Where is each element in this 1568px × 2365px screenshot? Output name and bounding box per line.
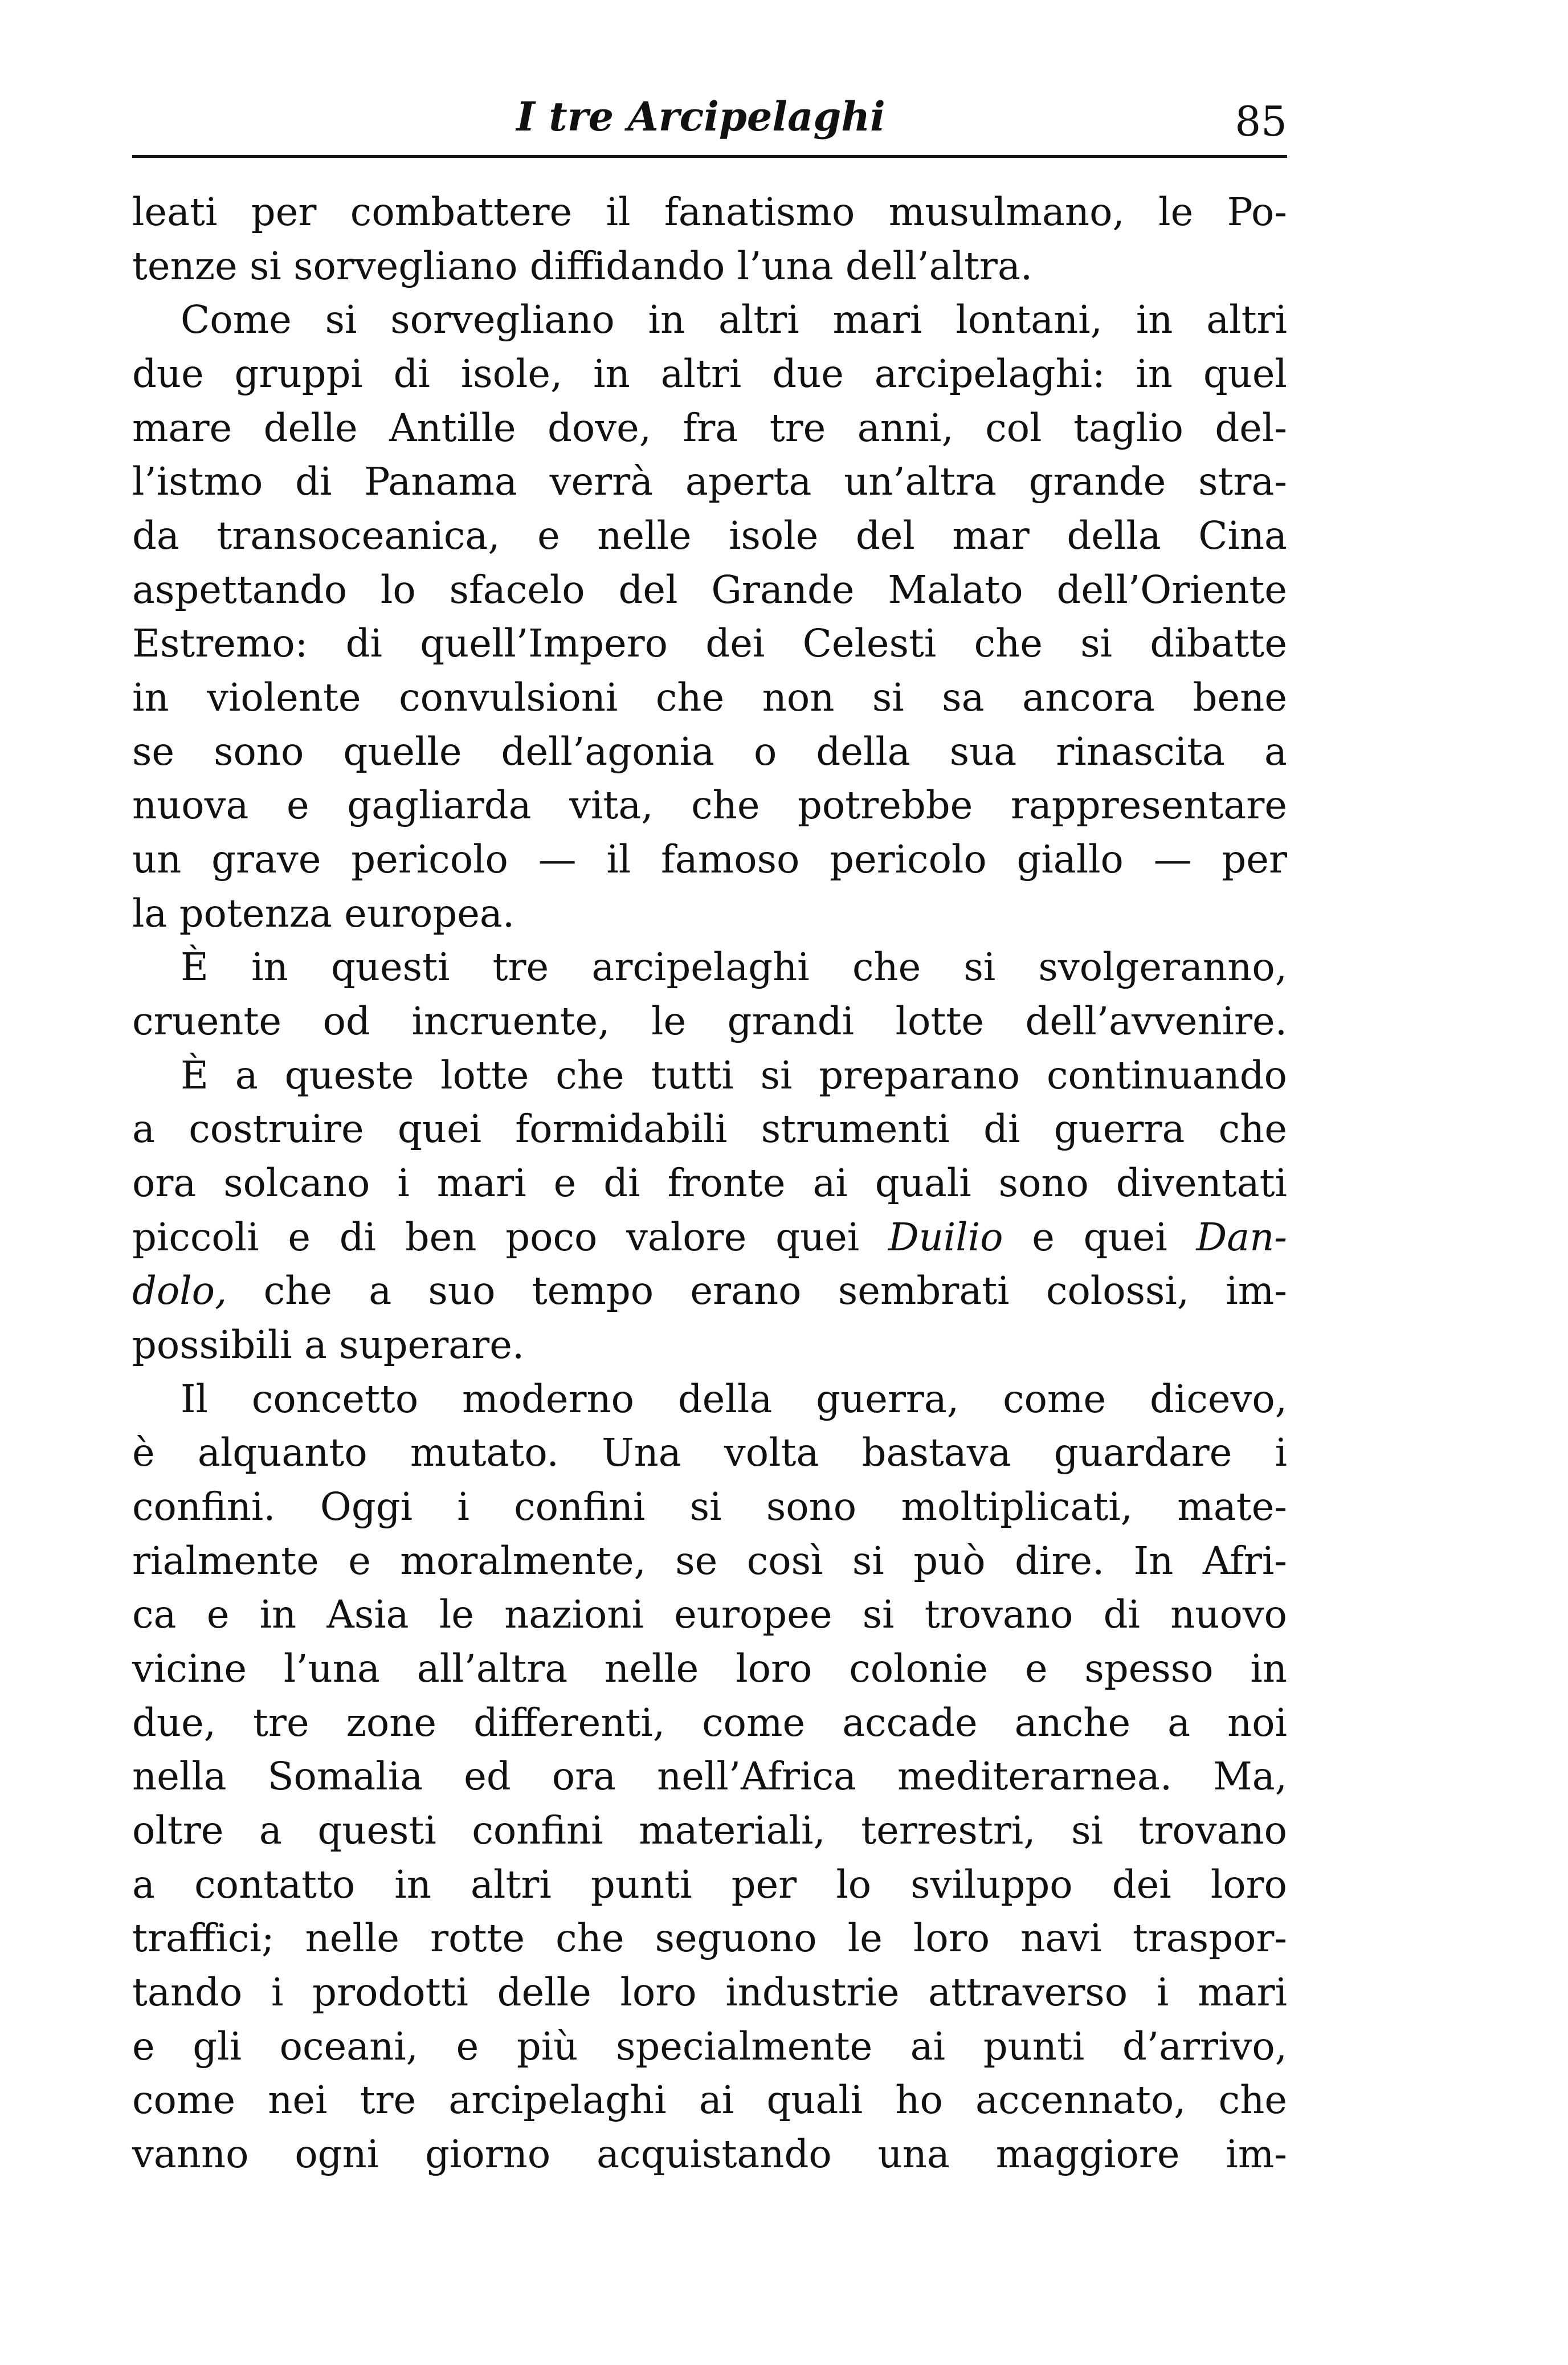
text-segment: piccoli e di ben poco valore quei	[132, 1215, 860, 1259]
text-line	[132, 1210, 1287, 1265]
text-line: Estremo: di quell’Impero dei Celesti che si dibatte	[132, 621, 1287, 666]
text-line: la potenza europea.	[132, 891, 515, 936]
ship-name-dandolo-start: Dan-	[1196, 1215, 1287, 1259]
text-line: due, tre zone differenti, come accade anche a noi	[132, 1701, 1287, 1745]
page-number: 85	[1235, 97, 1287, 145]
text-line: tenze si sorvegliano diffidando l’una dell’altra.	[132, 244, 1033, 288]
text-line: un grave pericolo — il famoso pericolo giallo — per	[132, 837, 1287, 882]
text-line: da transoceanica, e nelle isole del mar della Cina	[132, 513, 1287, 558]
text-line: a contatto in altri punti per lo sviluppo dei loro	[132, 1862, 1287, 1907]
running-title: I tre Arcipelaghi	[516, 93, 885, 140]
text-line: traffici; nelle rotte che seguono le loro navi traspor-	[132, 1916, 1287, 1960]
text-line: vanno ogni giorno acquistando una maggiore im-	[132, 2132, 1287, 2176]
text-line: Il concetto moderno della guerra, come dicevo,	[181, 1377, 1287, 1421]
text-line: Come si sorvegliano in altri mari lontani, in altri	[181, 297, 1287, 342]
text-line: È a queste lotte che tutti si preparano continuando	[181, 1053, 1287, 1098]
text-line: aspettando lo sfacelo del Grande Malato dell’Oriente	[132, 568, 1287, 612]
text-line: tando i prodotti delle loro industrie attraverso i mari	[132, 1970, 1287, 2015]
text-line: l’istmo di Panama verrà aperta un’altra grande stra-	[132, 459, 1287, 504]
text-line: leati per combattere il fanatismo musulmano, le Po-	[132, 190, 1287, 234]
text-line: confini. Oggi i confini si sono moltiplicati, mate-	[132, 1485, 1287, 1529]
text-line	[132, 1264, 1287, 1318]
header-rule	[132, 155, 1287, 158]
text-line: oltre a questi confini materiali, terrestri, si trovano	[132, 1808, 1287, 1853]
text-line: in violente convulsioni che non si sa ancora bene	[132, 675, 1287, 720]
ship-name-duilio: Duilio	[888, 1215, 1003, 1259]
text-line: a costruire quei formidabili strumenti di guerra che	[132, 1107, 1287, 1151]
text-line: cruente od incruente, le grandi lotte dell’avvenire.	[132, 999, 1287, 1043]
text-line: è alquanto mutato. Una volta bastava guardare i	[132, 1430, 1287, 1475]
text-line: nella Somalia ed ora nell’Africa mediterarnea. Ma,	[132, 1754, 1287, 1799]
text-line: nuova e gagliarda vita, che potrebbe rappresentare	[132, 783, 1287, 827]
ship-name-dandolo-end: dolo,	[132, 1269, 227, 1313]
text-line: due gruppi di isole, in altri due arcipelaghi: in quel	[132, 352, 1287, 396]
text-segment: che a suo tempo erano sembrati colossi, im-	[263, 1269, 1287, 1313]
text-segment: e quei	[1032, 1215, 1167, 1259]
text-line: come nei tre arcipelaghi ai quali ho accennato, che	[132, 2078, 1287, 2122]
text-line: se sono quelle dell’agonia o della sua rinascita a	[132, 729, 1287, 774]
text-line: e gli oceani, e più specialmente ai punti d’arrivo,	[132, 2024, 1287, 2069]
text-line: mare delle Antille dove, fra tre anni, col taglio del-	[132, 406, 1287, 450]
text-line: possibili a superare.	[132, 1323, 525, 1367]
text-line: ora solcano i mari e di fronte ai quali sono diventati	[132, 1161, 1287, 1205]
text-line: vicine l’una all’altra nelle loro colonie e spesso in	[132, 1646, 1287, 1691]
text-line: ca e in Asia le nazioni europee si trovano di nuovo	[132, 1592, 1287, 1637]
text-line: È in questi tre arcipelaghi che si svolgeranno,	[181, 945, 1287, 989]
text-line: rialmente e moralmente, se così si può dire. In Afri-	[132, 1539, 1287, 1583]
